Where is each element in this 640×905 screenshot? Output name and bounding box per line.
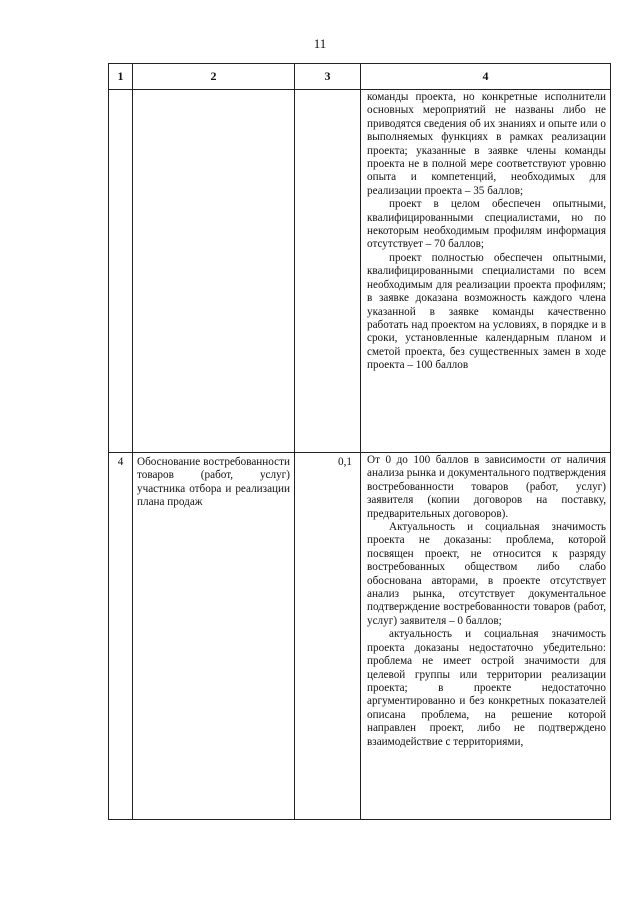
- scoring-paragraph: Актуальность и социальная значимость проекта не доказаны: проблема, которой посвящен проект, не относится к разряду востребованных обществом либо слабо обоснована авторами, в проекте отсутствует анализ рынка, отсутствует документальное подтверждение востребованности товаров (работ, услуг) заявителя – 0 баллов;: [367, 521, 606, 627]
- criterion-cell: Обоснование востребованности товаров (работ, услуг) участника отбора и реализации плана продаж: [133, 453, 295, 820]
- header-col-1: 1: [109, 64, 133, 90]
- weight-cell: [295, 90, 361, 453]
- scoring-cell: [361, 90, 611, 453]
- scoring-paragraph: От 0 до 100 баллов в зависимости от наличия анализа рынка и документального подтверждения востребованности товаров (работ, услуг) заявителя (копии договоров на поставку, предварительных договоров).: [367, 454, 606, 520]
- page-number: 11: [313, 36, 327, 51]
- table-row-continued: [109, 90, 611, 453]
- row-number-cell: 4: [109, 453, 133, 820]
- table-header-row: [109, 64, 611, 90]
- header-col-2: 2: [133, 64, 295, 90]
- scoring-paragraph: проект полностью обеспечен опытными, квалифицированными специалистами по всем необходимым для реализации проекта профилям; в заявке доказана возможность каждого члена указанной в заявке команды качественно работать над проектом на условиях, в порядке и в сроки, установленные календарным планом и сметой проекта, без существенных замен в ходе проекта – 100 баллов: [367, 251, 606, 372]
- header-col-3: 3: [295, 64, 361, 90]
- row-number-cell: [109, 90, 133, 453]
- criterion-cell: [133, 90, 295, 453]
- table-row-4: [109, 453, 611, 820]
- scoring-cell: [361, 453, 611, 820]
- scoring-paragraph: команды проекта, но конкретные исполнители основных мероприятий не названы либо не приводятся сведения об их знаниях и опыте или о выполняемых функциях в рамках реализации проекта; указанные в заявке члены команды проекта не в полной мере соответствуют уровню опыта и компетенций, необходимых для реализации проекта – 35 баллов;: [367, 91, 606, 197]
- header-col-4: 4: [361, 64, 611, 90]
- criteria-table: [108, 63, 611, 820]
- scoring-paragraph: актуальность и социальная значимость проекта доказаны недостаточно убедительно: проблема не имеет острой значимости для целевой группы или территории реализации проекта; в проекте недостаточно аргументированно и без конкретных показателей описана проблема, на решение которой направлен проект, либо не подтверждено взаимодействие с территориями,: [367, 628, 606, 748]
- weight-cell: 0,1: [295, 453, 361, 820]
- scoring-paragraph: проект в целом обеспечен опытными, квалифицированными специалистами, но по некоторым необходимым профилям информация отсутствует – 70 баллов;: [367, 198, 606, 251]
